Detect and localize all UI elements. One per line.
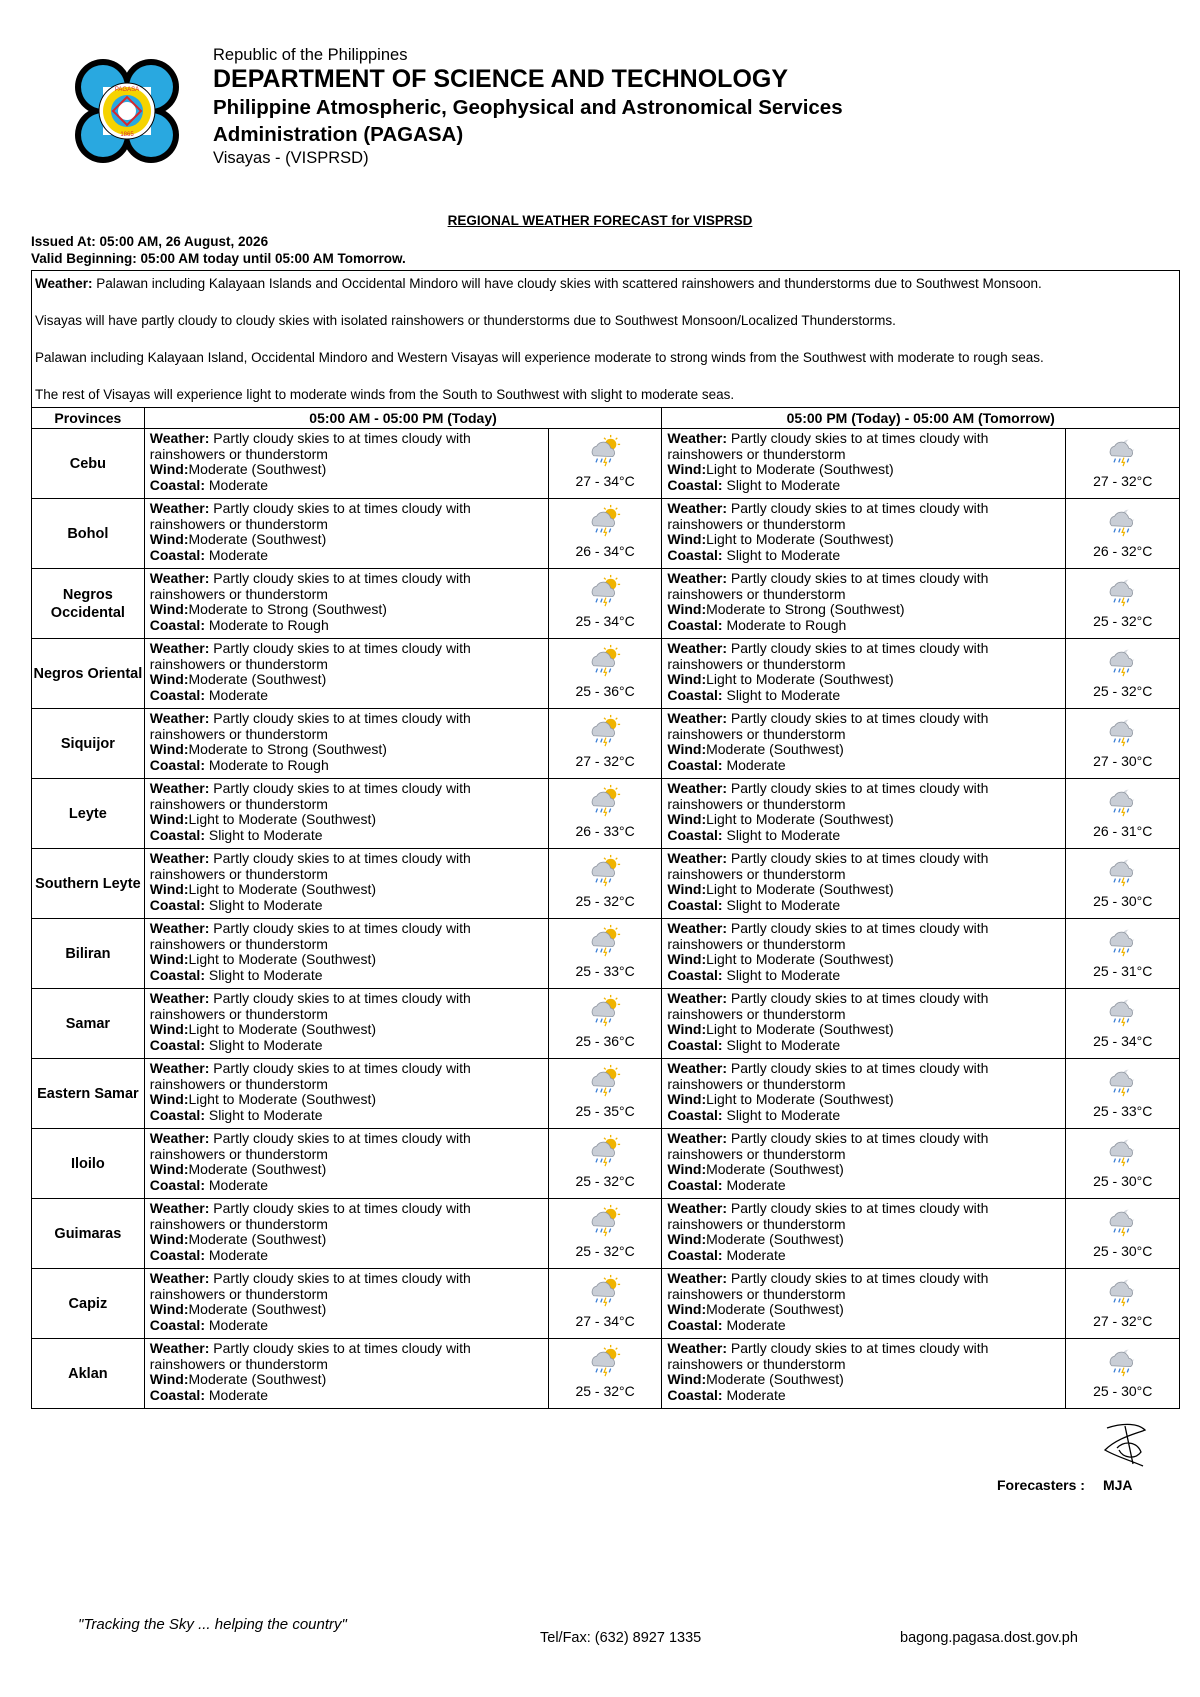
day-forecast-text: Weather: Partly cloudy skies to at times cloudy with rainshowers or thunderstorm Wind:Moderate (Southwest) Coastal: Moderate — [144, 1269, 548, 1339]
province-row — [32, 1339, 1180, 1409]
day-temperature: 25 - 32°C — [575, 1383, 635, 1399]
province-name: Iloilo — [32, 1129, 145, 1199]
night-forecast-text: Weather: Partly cloudy skies to at times cloudy with rainshowers or thunderstorm Wind:Moderate (Southwest) Coastal: Moderate — [662, 1339, 1066, 1409]
region-name: Visayas - (VISPRSD) — [213, 149, 369, 167]
col-tonight: 05:00 PM (Today) - 05:00 AM (Tomorrow) — [662, 408, 1180, 429]
department-name: DEPARTMENT OF SCIENCE AND TECHNOLOGY — [213, 65, 789, 93]
synopsis-paragraph-2: Visayas will have partly cloudy to cloudy skies with isolated rainshowers or thunderstorms due to Southwest Monsoon/Localized Thunderstorms. — [35, 313, 896, 328]
night-icon-temp-cell — [1066, 1269, 1180, 1339]
night-temperature: 27 - 32°C — [1093, 1313, 1153, 1329]
forecasters-initials: MJA — [1102, 1477, 1133, 1493]
province-name: Samar — [32, 989, 145, 1059]
night-temperature: 25 - 30°C — [1093, 1383, 1153, 1399]
day-temperature: 26 - 34°C — [575, 543, 635, 559]
partly-cloudy-night-rain-thunder-icon — [1106, 784, 1140, 818]
forecasters-line — [997, 1477, 1133, 1493]
day-forecast-text: Weather: Partly cloudy skies to at times cloudy with rainshowers or thunderstorm Wind:Light to Moderate (Southwest) Coastal: Slight to Moderate — [144, 989, 548, 1059]
province-name: Southern Leyte — [32, 849, 145, 919]
day-temperature: 26 - 33°C — [575, 823, 635, 839]
partly-cloudy-day-rain-thunder-icon — [588, 1344, 622, 1378]
night-forecast-text: Weather: Partly cloudy skies to at times cloudy with rainshowers or thunderstorm Wind:Light to Moderate (Southwest) Coastal: Slight to Moderate — [662, 499, 1066, 569]
day-forecast-text: Weather: Partly cloudy skies to at times cloudy with rainshowers or thunderstorm Wind:Moderate (Southwest) Coastal: Moderate — [144, 1199, 548, 1269]
day-icon-temp-cell — [548, 779, 662, 849]
partly-cloudy-night-rain-thunder-icon — [1106, 1064, 1140, 1098]
synopsis-paragraph-3: Palawan including Kalayaan Island, Occidental Mindoro and Western Visayas will experience moderate to strong winds from the Southwest with moderate to rough seas. — [35, 350, 1044, 365]
province-row — [32, 429, 1180, 499]
synopsis-cell — [32, 271, 1180, 408]
province-row — [32, 1059, 1180, 1129]
night-icon-temp-cell — [1066, 849, 1180, 919]
day-icon-temp-cell — [548, 849, 662, 919]
night-temperature: 25 - 33°C — [1093, 1103, 1153, 1119]
partly-cloudy-night-rain-thunder-icon — [1106, 1344, 1140, 1378]
province-name: Capiz — [32, 1269, 145, 1339]
footer-website[interactable]: bagong.pagasa.dost.gov.ph — [900, 1630, 1078, 1646]
pagasa-logo — [73, 57, 181, 165]
report-title: REGIONAL WEATHER FORECAST for VISPRSD — [447, 213, 753, 228]
province-name: Leyte — [32, 779, 145, 849]
night-icon-temp-cell — [1066, 1129, 1180, 1199]
column-header-row — [32, 408, 1180, 429]
night-icon-temp-cell — [1066, 429, 1180, 499]
night-temperature: 27 - 30°C — [1093, 753, 1153, 769]
partly-cloudy-night-rain-thunder-icon — [1106, 1274, 1140, 1308]
day-forecast-text: Weather: Partly cloudy skies to at times cloudy with rainshowers or thunderstorm Wind:Moderate to Strong (Southwest) Coastal: Moderate to Rough — [144, 569, 548, 639]
day-forecast-text: Weather: Partly cloudy skies to at times cloudy with rainshowers or thunderstorm Wind:Light to Moderate (Southwest) Coastal: Slight to Moderate — [144, 849, 548, 919]
night-icon-temp-cell — [1066, 779, 1180, 849]
day-forecast-text: Weather: Partly cloudy skies to at times cloudy with rainshowers or thunderstorm Wind:Moderate (Southwest) Coastal: Moderate — [144, 1129, 548, 1199]
svg-text:1865: 1865 — [120, 132, 134, 138]
partly-cloudy-day-rain-thunder-icon — [588, 434, 622, 468]
day-forecast-text: Weather: Partly cloudy skies to at times cloudy with rainshowers or thunderstorm Wind:Light to Moderate (Southwest) Coastal: Slight to Moderate — [144, 779, 548, 849]
day-forecast-text: Weather: Partly cloudy skies to at times cloudy with rainshowers or thunderstorm Wind:Moderate (Southwest) Coastal: Moderate — [144, 499, 548, 569]
partly-cloudy-day-rain-thunder-icon — [588, 574, 622, 608]
agency-name-1: Philippine Atmospheric, Geophysical and Astronomical Services — [213, 96, 843, 119]
province-row — [32, 779, 1180, 849]
night-icon-temp-cell — [1066, 1199, 1180, 1269]
partly-cloudy-day-rain-thunder-icon — [588, 924, 622, 958]
footer-tagline: "Tracking the Sky ... helping the country" — [78, 1616, 347, 1633]
partly-cloudy-day-rain-thunder-icon — [588, 1064, 622, 1098]
footer-telfax: Tel/Fax: (632) 8927 1335 — [540, 1630, 702, 1646]
night-forecast-text: Weather: Partly cloudy skies to at times cloudy with rainshowers or thunderstorm Wind:Light to Moderate (Southwest) Coastal: Slight to Moderate — [662, 779, 1066, 849]
partly-cloudy-night-rain-thunder-icon — [1106, 924, 1140, 958]
night-temperature: 25 - 34°C — [1093, 1033, 1153, 1049]
province-name: Guimaras — [32, 1199, 145, 1269]
svg-text:PAGASA: PAGASA — [114, 87, 140, 93]
partly-cloudy-day-rain-thunder-icon — [588, 1204, 622, 1238]
day-temperature: 25 - 32°C — [575, 1173, 635, 1189]
partly-cloudy-night-rain-thunder-icon — [1106, 854, 1140, 888]
night-forecast-text: Weather: Partly cloudy skies to at times cloudy with rainshowers or thunderstorm Wind:Light to Moderate (Southwest) Coastal: Slight to Moderate — [662, 989, 1066, 1059]
night-forecast-text: Weather: Partly cloudy skies to at times cloudy with rainshowers or thunderstorm Wind:Moderate (Southwest) Coastal: Moderate — [662, 1199, 1066, 1269]
partly-cloudy-day-rain-thunder-icon — [588, 714, 622, 748]
night-temperature: 25 - 32°C — [1093, 613, 1153, 629]
province-name: Bohol — [32, 499, 145, 569]
night-temperature: 25 - 30°C — [1093, 1173, 1153, 1189]
night-icon-temp-cell — [1066, 919, 1180, 989]
night-temperature: 26 - 31°C — [1093, 823, 1153, 839]
partly-cloudy-night-rain-thunder-icon — [1106, 1204, 1140, 1238]
province-name: Eastern Samar — [32, 1059, 145, 1129]
col-provinces: Provinces — [32, 408, 145, 429]
partly-cloudy-day-rain-thunder-icon — [588, 1274, 622, 1308]
forecasters-label: Forecasters : — [997, 1477, 1085, 1493]
night-forecast-text: Weather: Partly cloudy skies to at times cloudy with rainshowers or thunderstorm Wind:Moderate to Strong (Southwest) Coastal: Moderate to Rough — [662, 569, 1066, 639]
night-forecast-text: Weather: Partly cloudy skies to at times cloudy with rainshowers or thunderstorm Wind:Moderate (Southwest) Coastal: Moderate — [662, 1269, 1066, 1339]
day-forecast-text: Weather: Partly cloudy skies to at times cloudy with rainshowers or thunderstorm Wind:Moderate (Southwest) Coastal: Moderate — [144, 639, 548, 709]
day-temperature: 25 - 33°C — [575, 963, 635, 979]
night-forecast-text: Weather: Partly cloudy skies to at times cloudy with rainshowers or thunderstorm Wind:Light to Moderate (Southwest) Coastal: Slight to Moderate — [662, 429, 1066, 499]
night-temperature: 25 - 30°C — [1093, 893, 1153, 909]
day-temperature: 27 - 34°C — [575, 1313, 635, 1329]
issue-info — [31, 233, 406, 267]
day-icon-temp-cell — [548, 919, 662, 989]
day-icon-temp-cell — [548, 639, 662, 709]
day-temperature: 25 - 36°C — [575, 683, 635, 699]
province-row — [32, 1269, 1180, 1339]
day-icon-temp-cell — [548, 429, 662, 499]
day-temperature: 27 - 32°C — [575, 753, 635, 769]
night-forecast-text: Weather: Partly cloudy skies to at times cloudy with rainshowers or thunderstorm Wind:Moderate (Southwest) Coastal: Moderate — [662, 1129, 1066, 1199]
night-forecast-text: Weather: Partly cloudy skies to at times cloudy with rainshowers or thunderstorm Wind:Light to Moderate (Southwest) Coastal: Slight to Moderate — [662, 849, 1066, 919]
day-icon-temp-cell — [548, 989, 662, 1059]
night-forecast-text: Weather: Partly cloudy skies to at times cloudy with rainshowers or thunderstorm Wind:Light to Moderate (Southwest) Coastal: Slight to Moderate — [662, 919, 1066, 989]
partly-cloudy-night-rain-thunder-icon — [1106, 434, 1140, 468]
province-rows — [32, 429, 1180, 1409]
partly-cloudy-day-rain-thunder-icon — [588, 854, 622, 888]
day-icon-temp-cell — [548, 1059, 662, 1129]
partly-cloudy-night-rain-thunder-icon — [1106, 574, 1140, 608]
partly-cloudy-night-rain-thunder-icon — [1106, 994, 1140, 1028]
night-forecast-text: Weather: Partly cloudy skies to at times cloudy with rainshowers or thunderstorm Wind:Moderate (Southwest) Coastal: Moderate — [662, 709, 1066, 779]
issued-at: Issued At: 05:00 AM, 26 August, 2026 — [31, 234, 269, 249]
partly-cloudy-day-rain-thunder-icon — [588, 784, 622, 818]
night-forecast-text: Weather: Partly cloudy skies to at times cloudy with rainshowers or thunderstorm Wind:Light to Moderate (Southwest) Coastal: Slight to Moderate — [662, 639, 1066, 709]
province-name: Cebu — [32, 429, 145, 499]
province-row — [32, 849, 1180, 919]
province-row — [32, 709, 1180, 779]
night-temperature: 26 - 32°C — [1093, 543, 1153, 559]
night-temperature: 25 - 31°C — [1093, 963, 1153, 979]
province-row — [32, 1129, 1180, 1199]
day-forecast-text: Weather: Partly cloudy skies to at times cloudy with rainshowers or thunderstorm Wind:Moderate (Southwest) Coastal: Moderate — [144, 429, 548, 499]
province-row — [32, 569, 1180, 639]
day-temperature: 25 - 34°C — [575, 613, 635, 629]
agency-name-2: Administration (PAGASA) — [213, 123, 464, 146]
province-row — [32, 919, 1180, 989]
day-temperature: 25 - 36°C — [575, 1033, 635, 1049]
day-icon-temp-cell — [548, 1269, 662, 1339]
col-today: 05:00 AM - 05:00 PM (Today) — [144, 408, 662, 429]
forecast-table — [31, 270, 1180, 1409]
day-icon-temp-cell — [548, 1339, 662, 1409]
valid-period: Valid Beginning: 05:00 AM today until 05:00 AM Tomorrow. — [31, 251, 406, 266]
synopsis-paragraph-4: The rest of Visayas will experience light to moderate winds from the South to Southwest with slight to moderate seas. — [35, 387, 735, 402]
province-name: Siquijor — [32, 709, 145, 779]
partly-cloudy-day-rain-thunder-icon — [588, 644, 622, 678]
day-icon-temp-cell — [548, 569, 662, 639]
partly-cloudy-day-rain-thunder-icon — [588, 504, 622, 538]
synopsis-label: Weather: — [35, 276, 93, 291]
partly-cloudy-day-rain-thunder-icon — [588, 994, 622, 1028]
province-name: Biliran — [32, 919, 145, 989]
partly-cloudy-day-rain-thunder-icon — [588, 1134, 622, 1168]
republic-line: Republic of the Philippines — [213, 46, 408, 64]
day-icon-temp-cell — [548, 1199, 662, 1269]
province-row — [32, 1199, 1180, 1269]
day-icon-temp-cell — [548, 709, 662, 779]
night-forecast-text: Weather: Partly cloudy skies to at times cloudy with rainshowers or thunderstorm Wind:Light to Moderate (Southwest) Coastal: Slight to Moderate — [662, 1059, 1066, 1129]
day-forecast-text: Weather: Partly cloudy skies to at times cloudy with rainshowers or thunderstorm Wind:Moderate to Strong (Southwest) Coastal: Moderate to Rough — [144, 709, 548, 779]
province-name: Negros Oriental — [32, 639, 145, 709]
day-temperature: 25 - 32°C — [575, 1243, 635, 1259]
night-icon-temp-cell — [1066, 639, 1180, 709]
day-forecast-text: Weather: Partly cloudy skies to at times cloudy with rainshowers or thunderstorm Wind:Light to Moderate (Southwest) Coastal: Slight to Moderate — [144, 1059, 548, 1129]
night-icon-temp-cell — [1066, 709, 1180, 779]
night-icon-temp-cell — [1066, 989, 1180, 1059]
province-row — [32, 639, 1180, 709]
day-forecast-text: Weather: Partly cloudy skies to at times cloudy with rainshowers or thunderstorm Wind:Light to Moderate (Southwest) Coastal: Slight to Moderate — [144, 919, 548, 989]
day-temperature: 25 - 32°C — [575, 893, 635, 909]
night-icon-temp-cell — [1066, 569, 1180, 639]
synopsis-paragraph-1: Weather: Palawan including Kalayaan Islands and Occidental Mindoro will have cloudy skies with scattered rainshowers and thunderstorms due to Southwest Monsoon. — [35, 276, 1042, 291]
day-icon-temp-cell — [548, 1129, 662, 1199]
partly-cloudy-night-rain-thunder-icon — [1106, 714, 1140, 748]
letterhead — [73, 45, 1073, 175]
province-row — [32, 989, 1180, 1059]
day-icon-temp-cell — [548, 499, 662, 569]
night-temperature: 25 - 32°C — [1093, 683, 1153, 699]
forecaster-signature — [1095, 1420, 1155, 1470]
night-temperature: 25 - 30°C — [1093, 1243, 1153, 1259]
night-temperature: 27 - 32°C — [1093, 473, 1153, 489]
province-name: Aklan — [32, 1339, 145, 1409]
night-icon-temp-cell — [1066, 1339, 1180, 1409]
province-row — [32, 499, 1180, 569]
province-name: Negros Occidental — [32, 569, 145, 639]
partly-cloudy-night-rain-thunder-icon — [1106, 644, 1140, 678]
day-forecast-text: Weather: Partly cloudy skies to at times cloudy with rainshowers or thunderstorm Wind:Moderate (Southwest) Coastal: Moderate — [144, 1339, 548, 1409]
day-temperature: 27 - 34°C — [575, 473, 635, 489]
synopsis-row — [32, 271, 1180, 408]
night-icon-temp-cell — [1066, 499, 1180, 569]
night-icon-temp-cell — [1066, 1059, 1180, 1129]
day-temperature: 25 - 35°C — [575, 1103, 635, 1119]
partly-cloudy-night-rain-thunder-icon — [1106, 1134, 1140, 1168]
partly-cloudy-night-rain-thunder-icon — [1106, 504, 1140, 538]
